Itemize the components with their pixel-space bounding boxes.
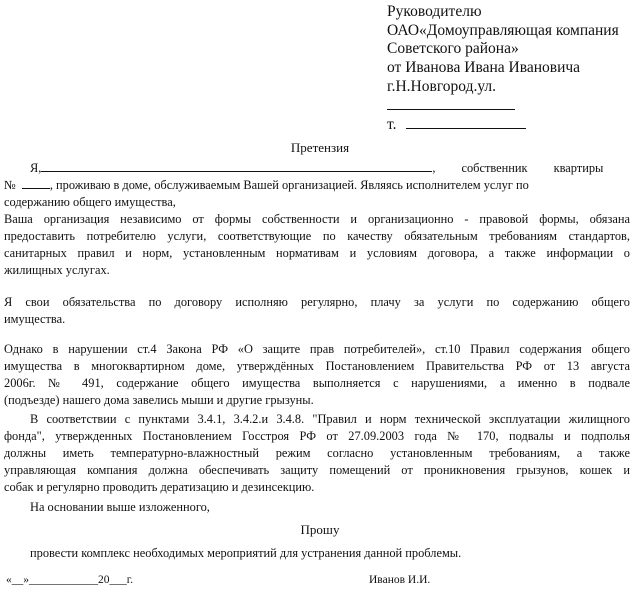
apartment-no-label: № xyxy=(4,178,16,192)
phone-label: т. xyxy=(387,116,397,133)
addressee-line-2: ОАО«Домоуправляющая компания xyxy=(387,22,619,39)
phone-fill-line xyxy=(406,128,526,129)
p3-line-1: Я свои обязательства по договору исполняю регулярно, плачу за услуги по содержанию общего xyxy=(4,295,630,309)
p2-line-3: санитарных правил и норм, установленным нормативам и условиям договора, а также информации о xyxy=(4,246,630,260)
request-text: провести комплекс необходимых мероприятий для устранения данной проблемы. xyxy=(30,546,462,560)
p1-end: , собственник квартиры xyxy=(432,161,604,175)
p5-line-3: должны иметь температурно-влажностный режим согласно установленным требованиям, а также xyxy=(4,446,630,460)
phone-row xyxy=(387,115,526,135)
request-title: Прошу xyxy=(300,522,340,537)
apartment-no-fill-line xyxy=(22,188,50,189)
p5-line-1: В соответствии с пунктами 3.4.1, 3.4.2.и 3.4.8. "Правил и норм технической эксплуатации жилищного xyxy=(30,412,630,426)
p4-line-4: (подъезде) нашего дома завелись мыши и другие грызуны. xyxy=(4,393,314,407)
p2-line-1: Ваша организация независимо от формы собственности и организационно - правовой формы, обязана xyxy=(4,212,630,226)
p5-line-4: управляющая компания должна обеспечивать защиту помещений от проникновения грызунов, кошек и xyxy=(4,463,630,477)
p4-line-2: имущества в многоквартирном доме, утверждённых Постановлением Правительства РФ от 13 августа xyxy=(4,359,630,373)
sender-city: г.Н.Новгород.ул. xyxy=(387,78,497,95)
p1-line-2-text: , проживаю в доме, обслуживаемым Вашей организацией. Являясь исполнителем услуг по xyxy=(49,178,529,192)
addressee-line-1: Руководителю xyxy=(387,3,482,20)
p2-line-2: предоставить потребителю услуги, соответствующие по качеству обязательным требованиям стандартов, xyxy=(4,229,630,243)
p2-line-4: жилищных услугах. xyxy=(4,263,110,277)
conclusion-text: На основании выше изложенного, xyxy=(30,500,210,514)
p4-line-1: Однако в нарушении ст.4 Закона РФ «О защите прав потребителей», ст.10 Правил содержания общего xyxy=(4,342,630,356)
date-field: «__»____________20___г. xyxy=(6,574,134,586)
addressee-line-3: Советского района» xyxy=(387,40,519,57)
p3-line-2: имущества. xyxy=(4,312,66,326)
signature: Иванов И.И. xyxy=(369,574,431,586)
p1-start: Я, xyxy=(30,161,42,175)
address-fill-line xyxy=(387,109,515,110)
sender-name: от Иванова Ивана Ивановича xyxy=(387,59,581,76)
p1-line-3: содержанию общего имущества, xyxy=(4,195,176,209)
p5-line-5: собак и регулярно проводить дератизацию и дезинсекцию. xyxy=(4,480,315,494)
p5-line-2: фонда", утвержденных Постановлением Госстроя РФ от 27.09.2003 года № 170, подвалы и подполья xyxy=(4,429,630,443)
p4-line-3: 2006г. № 491, содержание общего имущества выполняется с нарушениями, а именно в подвале xyxy=(4,376,630,390)
document-title: Претензия xyxy=(290,140,350,155)
p1-line-2 xyxy=(4,177,630,193)
p1-line-1 xyxy=(30,160,630,176)
owner-name-fill-line xyxy=(41,171,432,172)
